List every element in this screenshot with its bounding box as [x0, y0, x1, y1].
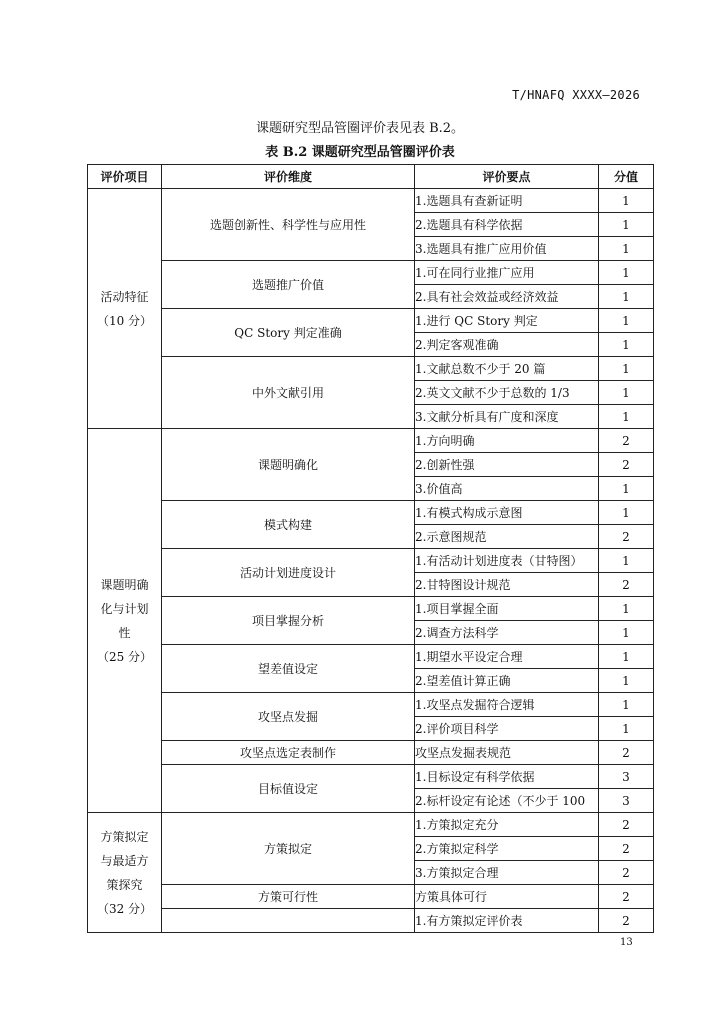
eval-score-cell: 3 — [599, 765, 654, 789]
eval-dimension-cell: 目标值设定 — [162, 765, 415, 813]
header-project: 评价项目 — [88, 165, 162, 189]
eval-score-cell: 1 — [599, 357, 654, 381]
eval-point-cell: 2.示意图规范 — [415, 525, 599, 549]
eval-point-cell: 2.望差值计算正确 — [415, 669, 599, 693]
eval-dimension-cell — [162, 909, 415, 933]
intro-text: 课题研究型品管圈评价表见表 B.2。 — [255, 121, 465, 136]
eval-dimension-cell: 攻坚点发掘 — [162, 693, 415, 741]
eval-score-cell: 2 — [599, 525, 654, 549]
eval-point-cell: 2.选题具有科学依据 — [415, 213, 599, 237]
eval-score-cell: 2 — [599, 885, 654, 909]
eval-score-cell: 2 — [599, 573, 654, 597]
header-point: 评价要点 — [415, 165, 599, 189]
eval-score-cell: 1 — [599, 285, 654, 309]
page-number: 13 — [620, 937, 633, 948]
table-row — [88, 741, 654, 765]
table-body — [88, 189, 654, 933]
eval-score-cell: 2 — [599, 741, 654, 765]
eval-dimension-cell: 攻坚点选定表制作 — [162, 741, 415, 765]
eval-project-line: 活动特征 — [100, 289, 149, 304]
eval-point-cell: 1.可在同行业推广应用 — [415, 261, 599, 285]
eval-point-cell: 1.选题具有查新证明 — [415, 189, 599, 213]
eval-dimension-cell: 方策可行性 — [162, 885, 415, 909]
eval-score-cell: 1 — [599, 381, 654, 405]
table-row — [88, 765, 654, 789]
eval-point-cell: 1.目标设定有科学依据 — [415, 765, 599, 789]
table-row — [88, 429, 654, 453]
table-row — [88, 357, 654, 381]
eval-project-cell — [88, 429, 162, 813]
evaluation-table — [87, 164, 654, 933]
table-row — [88, 645, 654, 669]
eval-point-cell: 2.评价项目科学 — [415, 717, 599, 741]
eval-dimension-cell: QC Story 判定准确 — [162, 309, 415, 357]
eval-score-cell: 1 — [599, 717, 654, 741]
table-row — [88, 885, 654, 909]
table-row — [88, 309, 654, 333]
eval-score-cell: 2 — [599, 453, 654, 477]
table-caption: 表 B.2 课题研究型品管圈评价表 — [265, 145, 455, 160]
table-row — [88, 909, 654, 933]
eval-score-cell: 1 — [599, 549, 654, 573]
eval-point-cell: 方策具体可行 — [415, 885, 599, 909]
eval-dimension-cell: 模式构建 — [162, 501, 415, 549]
eval-dimension-cell: 课题明确化 — [162, 429, 415, 501]
eval-project-line: 策探究 — [106, 877, 143, 892]
eval-score-cell: 3 — [599, 789, 654, 813]
eval-point-cell: 1.攻坚点发掘符合逻辑 — [415, 693, 599, 717]
eval-project-line: （25 分） — [96, 649, 153, 664]
eval-score-cell: 1 — [599, 261, 654, 285]
eval-point-cell: 2.方策拟定科学 — [415, 837, 599, 861]
eval-score-cell: 2 — [599, 813, 654, 837]
table-row — [88, 597, 654, 621]
eval-point-cell: 1.文献总数不少于 20 篇 — [415, 357, 599, 381]
standard-code: T/HNAFQ XXXX—2026 — [512, 88, 640, 102]
eval-score-cell: 1 — [599, 333, 654, 357]
eval-point-cell: 2.标杆设定有论述（不少于 100 — [415, 789, 599, 813]
eval-project-cell — [88, 813, 162, 933]
eval-point-cell: 1.方向明确 — [415, 429, 599, 453]
eval-dimension-cell: 选题创新性、科学性与应用性 — [162, 189, 415, 261]
eval-score-cell: 1 — [599, 189, 654, 213]
eval-point-cell: 2.调查方法科学 — [415, 621, 599, 645]
eval-score-cell: 1 — [599, 477, 654, 501]
eval-project-line: （32 分） — [96, 901, 153, 916]
eval-point-cell: 2.甘特图设计规范 — [415, 573, 599, 597]
eval-score-cell: 1 — [599, 213, 654, 237]
eval-point-cell: 1.进行 QC Story 判定 — [415, 309, 599, 333]
eval-point-cell: 1.项目掌握全面 — [415, 597, 599, 621]
eval-point-cell: 2.英文文献不少于总数的 1/3 — [415, 381, 599, 405]
eval-score-cell: 1 — [599, 237, 654, 261]
eval-dimension-cell: 望差值设定 — [162, 645, 415, 693]
eval-score-cell: 1 — [599, 621, 654, 645]
eval-point-cell: 2.创新性强 — [415, 453, 599, 477]
table-row — [88, 189, 654, 213]
eval-point-cell: 3.文献分析具有广度和深度 — [415, 405, 599, 429]
eval-point-cell: 2.判定客观准确 — [415, 333, 599, 357]
eval-score-cell: 2 — [599, 861, 654, 885]
eval-point-cell: 3.方策拟定合理 — [415, 861, 599, 885]
table-header-row — [88, 165, 654, 189]
eval-point-cell: 3.价值高 — [415, 477, 599, 501]
eval-score-cell: 2 — [599, 429, 654, 453]
eval-score-cell: 1 — [599, 405, 654, 429]
eval-score-cell: 1 — [599, 597, 654, 621]
eval-score-cell: 1 — [599, 645, 654, 669]
eval-project-line: 方策拟定 — [100, 829, 149, 844]
eval-dimension-cell: 方策拟定 — [162, 813, 415, 885]
eval-score-cell: 2 — [599, 909, 654, 933]
eval-score-cell: 1 — [599, 501, 654, 525]
eval-score-cell: 1 — [599, 669, 654, 693]
eval-project-cell — [88, 189, 162, 429]
table-row — [88, 549, 654, 573]
eval-point-cell: 攻坚点发掘表规范 — [415, 741, 599, 765]
eval-point-cell: 1.有方策拟定评价表 — [415, 909, 599, 933]
table-row — [88, 261, 654, 285]
eval-project-line: （10 分） — [96, 313, 153, 328]
eval-dimension-cell: 选题推广价值 — [162, 261, 415, 309]
table-row — [88, 693, 654, 717]
eval-point-cell: 1.有活动计划进度表（甘特图） — [415, 549, 599, 573]
table-row — [88, 813, 654, 837]
header-dimension: 评价维度 — [162, 165, 415, 189]
table-row — [88, 501, 654, 525]
eval-point-cell: 2.具有社会效益或经济效益 — [415, 285, 599, 309]
eval-score-cell: 1 — [599, 309, 654, 333]
eval-point-cell: 1.期望水平设定合理 — [415, 645, 599, 669]
eval-project-line: 化与计划 — [100, 601, 149, 616]
eval-score-cell: 2 — [599, 837, 654, 861]
eval-dimension-cell: 项目掌握分析 — [162, 597, 415, 645]
eval-project-line: 性 — [118, 625, 131, 640]
eval-project-line: 课题明确 — [100, 577, 149, 592]
eval-point-cell: 1.方策拟定充分 — [415, 813, 599, 837]
eval-project-line: 与最适方 — [100, 853, 149, 868]
header-score: 分值 — [599, 165, 654, 189]
eval-dimension-cell: 中外文献引用 — [162, 357, 415, 429]
eval-point-cell: 1.有模式构成示意图 — [415, 501, 599, 525]
eval-dimension-cell: 活动计划进度设计 — [162, 549, 415, 597]
eval-score-cell: 1 — [599, 693, 654, 717]
eval-point-cell: 3.选题具有推广应用价值 — [415, 237, 599, 261]
